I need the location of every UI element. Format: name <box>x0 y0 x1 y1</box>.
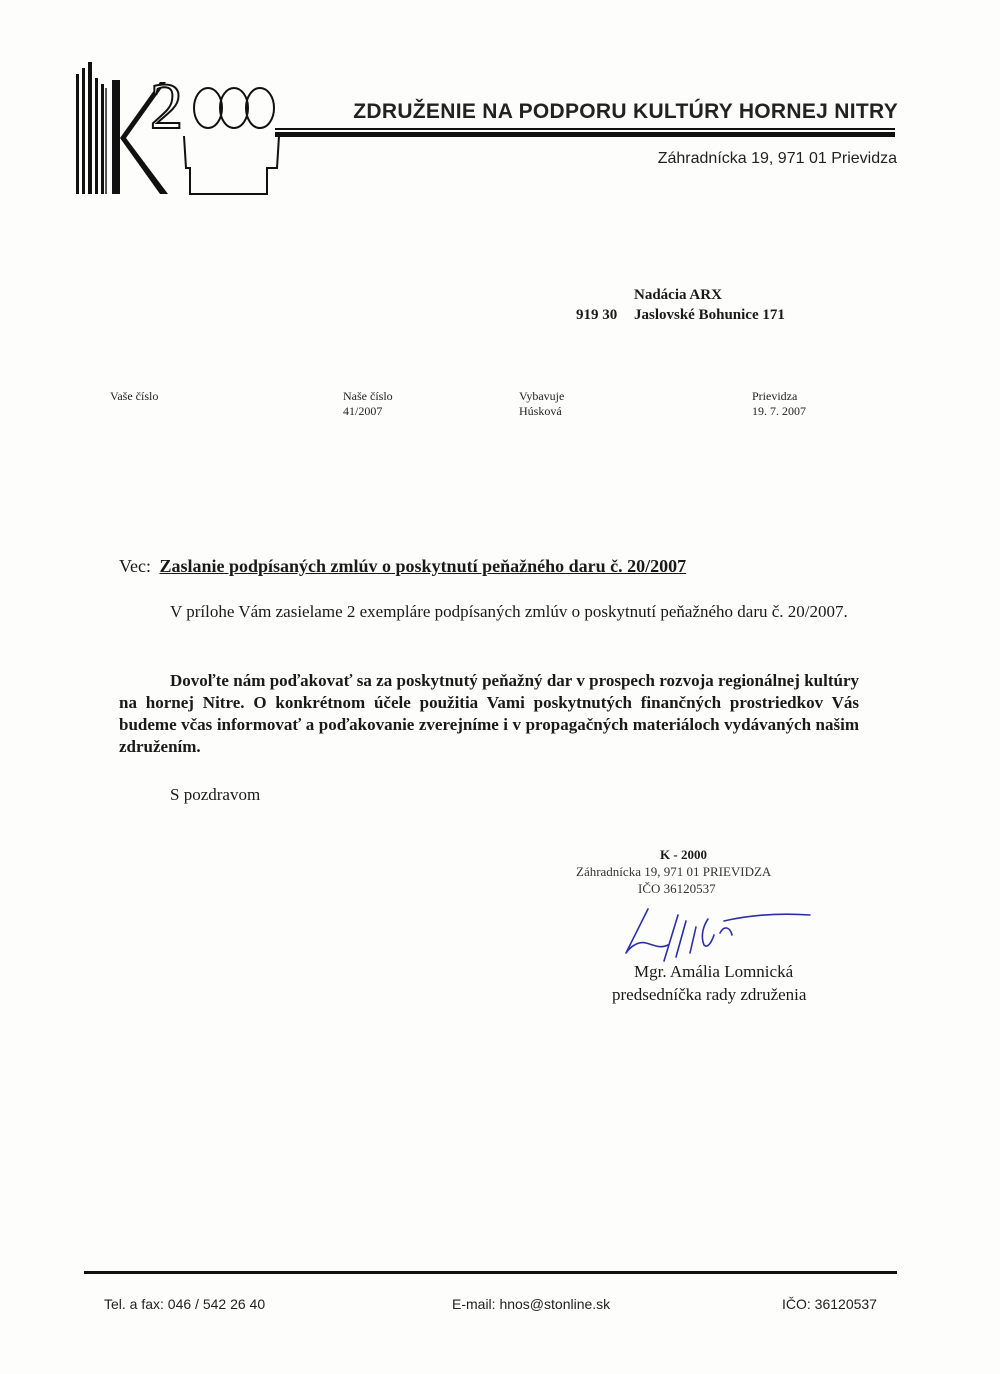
organization-name: ZDRUŽENIE NA PODPORU KULTÚRY HORNEJ NITRY <box>353 100 898 123</box>
greeting: S pozdravom <box>170 785 261 804</box>
subject-prefix: Vec: <box>119 556 151 576</box>
signer-role: predsedníčka rady združenia <box>612 985 807 1004</box>
stamp-address: Záhradnícka 19, 971 01 PRIEVIDZA <box>576 864 772 879</box>
k2000-logo <box>72 60 287 200</box>
footer-ico: IČO: 36120537 <box>782 1296 877 1312</box>
footer-rule <box>84 1271 897 1274</box>
body-paragraph-2: Dovoľte nám poďakovať sa za poskytnutý peňažný dar v prospech rozvoja regionálnej kultúry na hornej Nitre. O konkrétnom účele použitia Vami poskytnutých finančných prostriedkov Vás budeme včas informovať a poďakovanie zverejníme i v propagačných materiáloch vydávaných našim združením. <box>119 671 859 756</box>
handled-by-value: Húsková <box>519 404 562 418</box>
footer-phone-fax: Tel. a fax: 046 / 542 26 40 <box>104 1296 266 1312</box>
header-rule <box>275 128 895 137</box>
handwritten-signature <box>620 905 830 965</box>
organization-address: Záhradnícka 19, 971 01 Prievidza <box>657 150 897 167</box>
handled-by-label: Vybavuje <box>519 389 565 403</box>
recipient-name: Nadácia ARX <box>634 287 722 303</box>
signer-name: Mgr. Amália Lomnická <box>634 962 794 981</box>
place-label: Prievidza <box>752 389 798 403</box>
body-paragraph-1: V prílohe Vám zasielame 2 exempláre podpísaných zmlúv o poskytnutí peňažného daru č. 20/2007. <box>170 602 848 621</box>
recipient-zip: 919 30 <box>576 307 618 323</box>
stamp-name: K - 2000 <box>660 847 707 862</box>
our-number-label: Naše číslo <box>343 389 393 403</box>
subject-line <box>119 556 686 577</box>
subject-text: Zaslanie podpísaných zmlúv o poskytnutí peňažného daru č. 20/2007 <box>159 556 687 576</box>
your-number-label: Vaše číslo <box>110 389 159 403</box>
svg-text:2: 2 <box>150 70 183 143</box>
date-value: 19. 7. 2007 <box>752 404 806 418</box>
recipient-street: Jaslovské Bohunice 171 <box>634 307 785 323</box>
footer-email: E-mail: hnos@stonline.sk <box>452 1296 611 1312</box>
our-number-value: 41/2007 <box>343 404 383 418</box>
stamp-ico: IČO 36120537 <box>638 881 716 896</box>
